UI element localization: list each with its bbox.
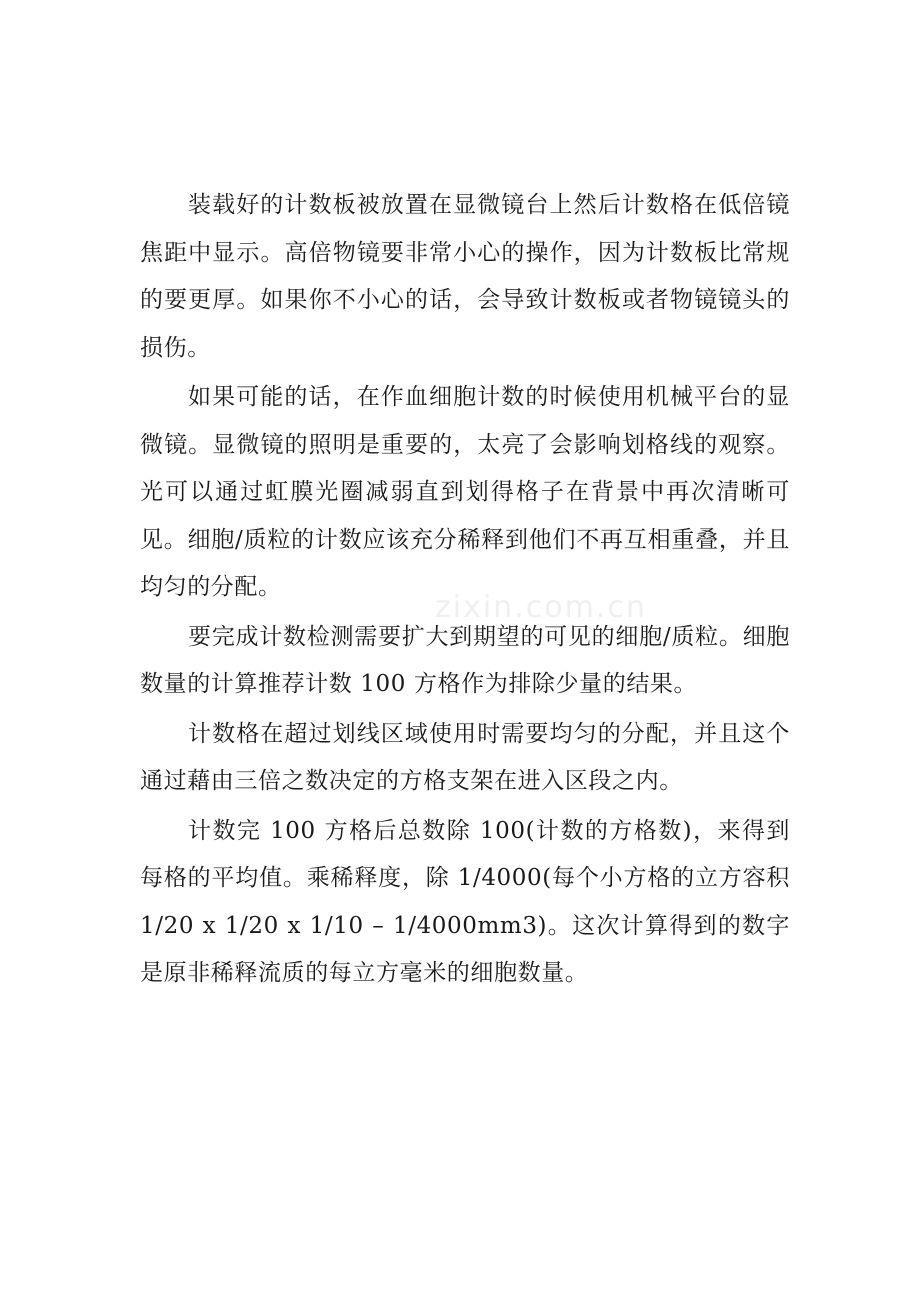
paragraph-2: 如果可能的话，在作血细胞计数的时候使用机械平台的显微镜。显微镜的照明是重要的，太亮了会影响划格线的观察。光可以通过虹膜光圈减弱直到划得格子在背景中再次清晰可见。细胞/质粒的计数应该充分稀释到他们不再互相重叠，并且均匀的分配。 (140, 384, 790, 600)
paragraph-1: 装载好的计数板被放置在显微镜台上然后计数格在低倍镜焦距中显示。高倍物镜要非常小心的操作，因为计数板比常规的要更厚。如果你不小心的话，会导致计数板或者物镜镜头的损伤。 (140, 192, 790, 361)
paragraph-5: 计数完 100 方格后总数除 100(计数的方格数)，来得到每格的平均值。乘稀释度，除 1/4000(每个小方格的立方容积 1/20 x 1/20 x 1/10 – 1/4000mm3)。这次计算得到的数字是原非稀释流质的每立方毫米的细胞数量。 (140, 817, 790, 986)
document-body (140, 182, 790, 1000)
watermark-text: zixin.com.cn (435, 590, 647, 625)
paragraph-3: 要完成计数检测需要扩大到期望的可见的细胞/质粒。细胞数量的计算推荐计数 100 方格作为排除少量的结果。 (140, 623, 790, 697)
paragraph-4: 计数格在超过划线区域使用时需要均匀的分配，并且这个通过藉由三倍之数决定的方格支架在进入区段之内。 (140, 720, 790, 794)
